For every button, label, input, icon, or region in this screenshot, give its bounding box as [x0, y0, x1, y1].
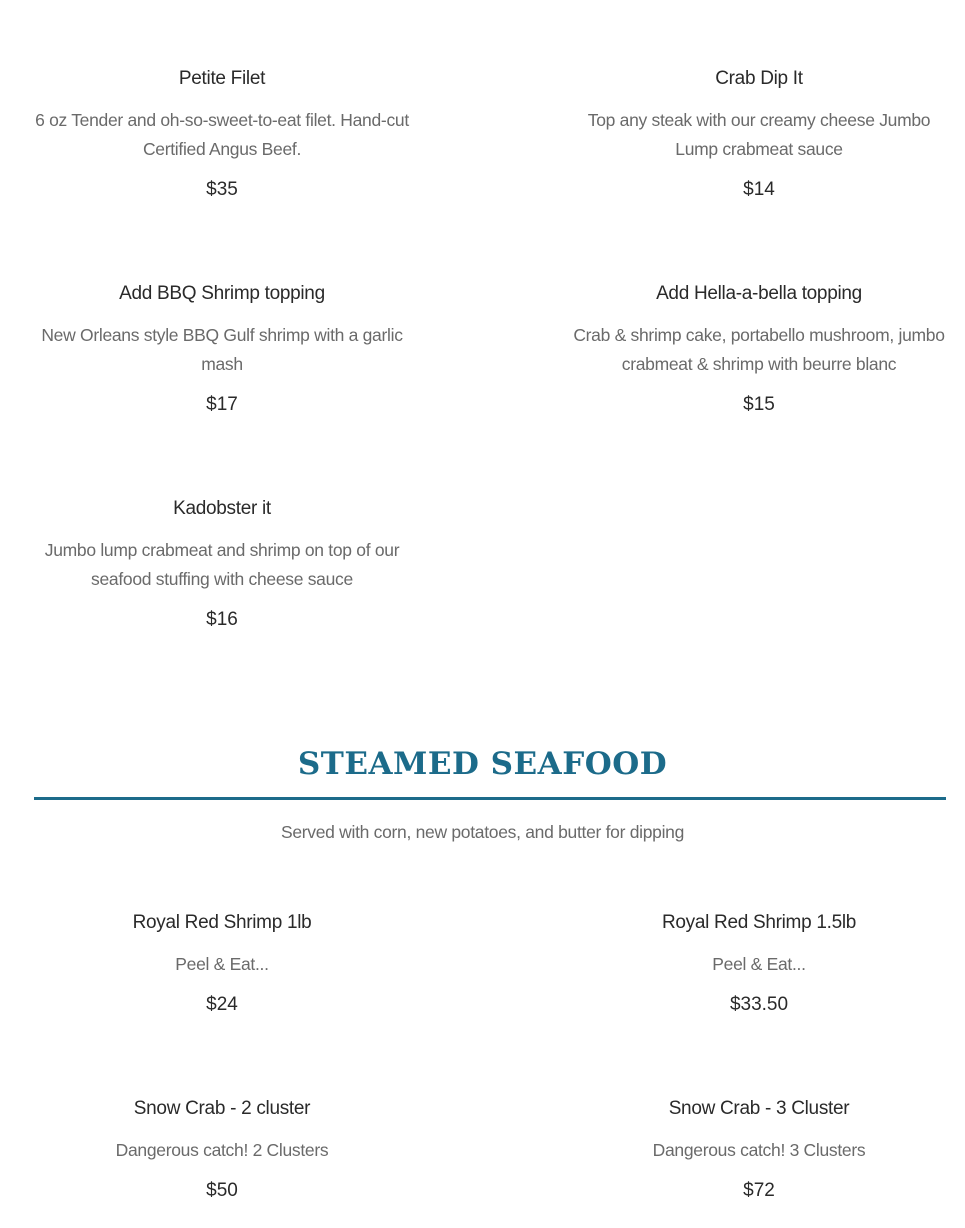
item-price: $72	[743, 1180, 775, 1201]
item-description: Dangerous catch! 3 Clusters	[652, 1140, 866, 1160]
section-title: STEAMED SEAFOOD	[297, 746, 668, 782]
item-name: Petite Filet	[178, 68, 266, 89]
item-name: Crab Dip It	[715, 68, 803, 89]
section-subtitle: Served with corn, new potatoes, and butter for dipping	[280, 822, 685, 842]
item-price: $16	[206, 609, 238, 630]
item-name: Snow Crab - 3 Cluster	[668, 1098, 850, 1119]
item-description: Peel & Eat...	[712, 954, 806, 974]
menu-item-bbq-shrimp-topping	[31, 282, 413, 417]
item-price: $17	[206, 394, 238, 415]
item-description: Peel & Eat...	[175, 954, 269, 974]
item-name: Add BBQ Shrimp topping	[119, 283, 325, 304]
menu-item-snow-crab-3-cluster	[573, 1097, 945, 1203]
item-name: Royal Red Shrimp 1.5lb	[661, 912, 857, 933]
item-name: Kadobster it	[173, 498, 271, 519]
menu-item-royal-red-shrimp-1-5lb	[573, 911, 945, 1017]
menu-item-snow-crab-2-cluster	[31, 1097, 413, 1203]
item-price: $14	[743, 179, 775, 200]
menu-item-kadobster-it	[31, 497, 413, 632]
item-name: Royal Red Shrimp 1lb	[132, 912, 312, 933]
menu-item-petite-filet	[31, 67, 413, 202]
item-price: $24	[206, 994, 238, 1015]
item-description: Crab & shrimp cake, portabello mushroom, jumbo crabmeat & shrimp with beurre blanc	[573, 325, 945, 374]
menu-item-royal-red-shrimp-1lb	[31, 911, 413, 1017]
menu-item-crab-dip-it	[573, 67, 945, 202]
item-description: Top any steak with our creamy cheese Jumbo Lump crabmeat sauce	[587, 110, 931, 159]
item-name: Add Hella-a-bella topping	[656, 283, 862, 304]
item-name: Snow Crab - 2 cluster	[133, 1098, 311, 1119]
item-description: New Orleans style BBQ Gulf shrimp with a garlic mash	[41, 325, 403, 374]
item-price: $50	[206, 1180, 238, 1201]
section-divider	[34, 797, 946, 800]
item-description: Jumbo lump crabmeat and shrimp on top of our seafood stuffing with cheese sauce	[44, 540, 400, 589]
item-price: $35	[206, 179, 238, 200]
item-description: 6 oz Tender and oh-so-sweet-to-eat filet. Hand-cut Certified Angus Beef.	[35, 110, 409, 159]
menu-item-hella-a-bella-topping	[573, 282, 945, 417]
item-price: $33.50	[729, 994, 789, 1015]
item-price: $15	[743, 394, 775, 415]
item-description: Dangerous catch! 2 Clusters	[115, 1140, 329, 1160]
